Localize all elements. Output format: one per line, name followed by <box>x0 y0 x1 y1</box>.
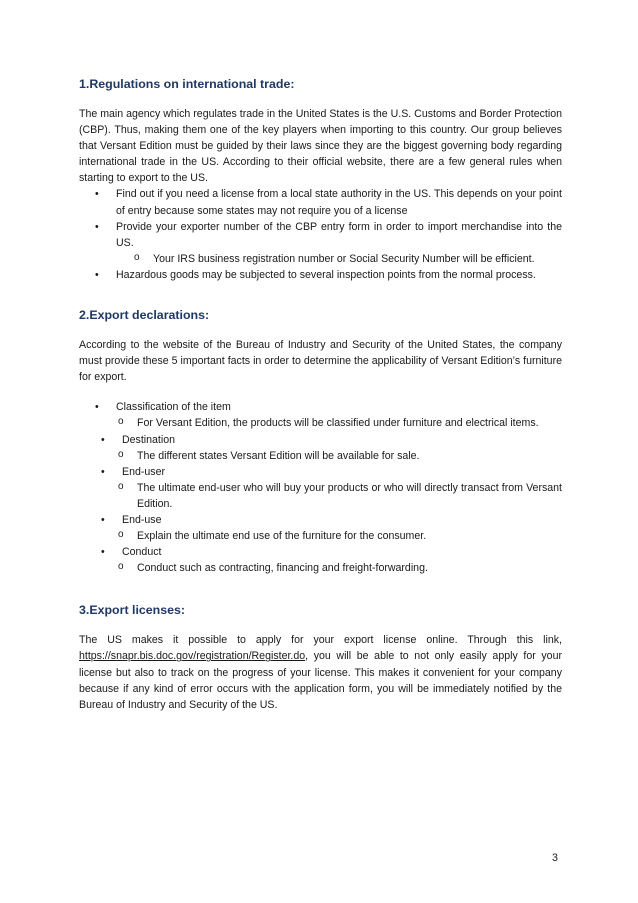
section-3-heading: 3.Export licenses: <box>79 603 186 618</box>
sub-list-item <box>79 415 562 431</box>
page-content <box>79 76 562 713</box>
list-item <box>79 512 562 528</box>
section-1-paragraph: The main agency which regulates trade in the United States is the U.S. Customs and Border Protection (CBP). Thus, making them one of the key players when importing to this country. Our group believes that Versant Edition must be guided by their laws since they are the biggest governing body regarding international trade in the US. According to their official website, there are a few general rules when starting to export to the US. <box>79 108 562 185</box>
list-item-text: Destination <box>122 433 175 446</box>
sub-bullet-marker: o <box>118 480 124 492</box>
sub-list-item-text: The different states Versant Edition will be available for sale. <box>137 449 420 462</box>
sub-list-item-text: Explain the ultimate end use of the furniture for the consumer. <box>137 530 427 543</box>
page-number: 3 <box>552 852 558 864</box>
bullet-marker: • <box>95 220 99 233</box>
sub-bullet-marker: o <box>118 561 124 573</box>
section-3-text-after-link: , you will be able to not only easily apply for your license but also to track on the progress of your license. This makes it convenient for your company because if any kind of error occurs with the application form, you will be immediately notified by the Bureau of Industry and Security of the US. <box>79 650 562 711</box>
sub-bullet-marker: o <box>118 529 124 541</box>
bullet-marker: • <box>101 433 105 446</box>
sub-list-item-text: For Versant Edition, the products will be classified under furniture and electrical items. <box>137 417 539 430</box>
section-2-facts-list <box>79 399 562 576</box>
bullet-marker: • <box>95 268 99 281</box>
sub-list-item <box>79 528 562 544</box>
bullet-marker: • <box>101 546 105 559</box>
list-item <box>79 544 562 560</box>
section-3-paragraph <box>79 632 562 712</box>
list-item <box>79 267 562 283</box>
list-item-text: Provide your exporter number of the CBP entry form in order to import merchandise into the US. <box>116 220 562 249</box>
sub-bullet-marker: o <box>134 251 140 263</box>
sub-bullet-marker: o <box>118 448 124 460</box>
list-item <box>79 186 562 218</box>
sub-list-item <box>79 480 562 512</box>
list-item-text: Classification of the item <box>116 401 231 414</box>
list-item <box>79 464 562 480</box>
list-item-text: End-user <box>122 465 165 478</box>
sub-list-item-text: Conduct such as contracting, financing and freight-forwarding. <box>137 562 428 575</box>
list-item <box>79 219 562 251</box>
list-item-text: Conduct <box>122 546 162 559</box>
register-link[interactable]: https://snapr.bis.doc.gov/registration/Register.do <box>79 650 306 663</box>
bullet-marker: • <box>101 513 105 526</box>
bullet-marker: • <box>95 188 99 201</box>
section-1-heading: 1.Regulations on international trade: <box>79 77 295 91</box>
list-item-text: Find out if you need a license from a local state authority in the US. This depends on your point of entry because some states may not require you of a license <box>116 188 562 217</box>
sub-list-item-text: The ultimate end-user who will buy your products or who will directly transact from Versant Edition. <box>137 481 562 510</box>
list-item <box>79 399 562 415</box>
section-1-bullet-list <box>79 186 562 283</box>
list-item <box>79 432 562 448</box>
sub-bullet-marker: o <box>118 416 124 428</box>
sub-list-item <box>79 251 562 267</box>
sub-list-item <box>79 560 562 576</box>
sub-list-item <box>79 448 562 464</box>
sub-list-item-text: Your IRS business registration number or Social Security Number will be efficient. <box>153 252 535 265</box>
bullet-marker: • <box>95 401 99 414</box>
section-3-text-before-link: The US makes it possible to apply for your export license online. Through this link, <box>79 634 562 647</box>
section-2-paragraph: According to the website of the Bureau of Industry and Security of the United States, the company must provide these 5 important facts in order to determine the applicability of Versant Edition’s furniture for export. <box>79 339 562 384</box>
list-item-text: End-use <box>122 513 162 526</box>
list-item-text: Hazardous goods may be subjected to several inspection points from the normal process. <box>116 268 536 281</box>
bullet-marker: • <box>101 465 105 478</box>
section-2-heading: 2.Export declarations: <box>79 308 210 323</box>
